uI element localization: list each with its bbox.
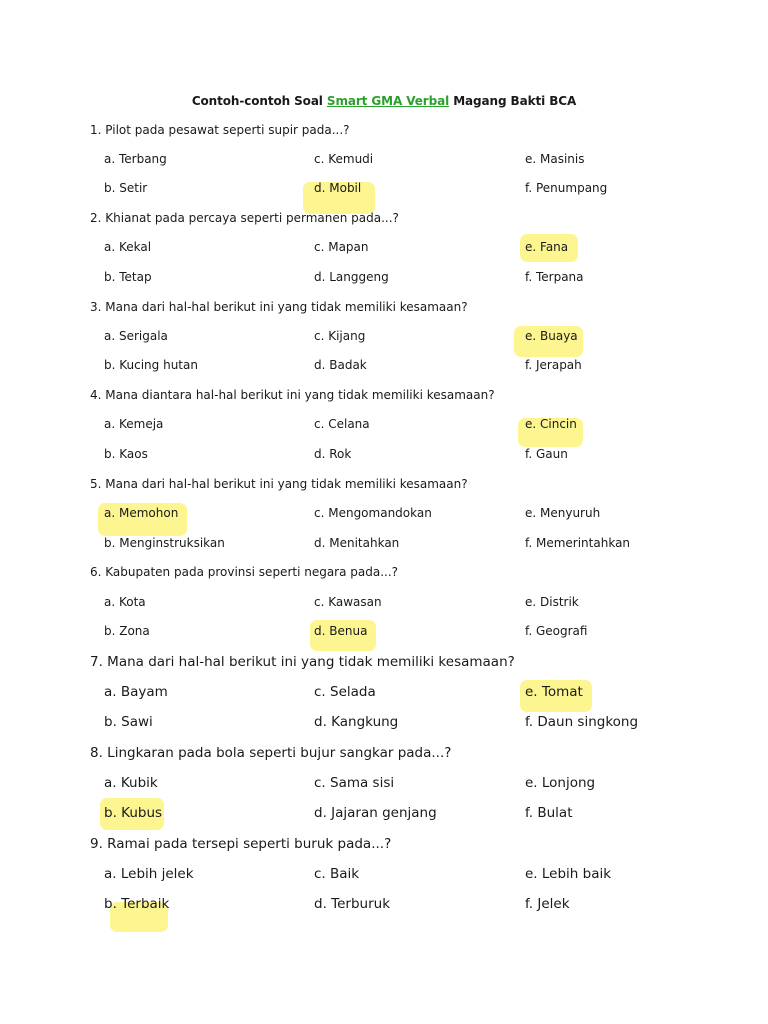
title-prefix: Contoh-contoh Soal [191,94,327,108]
q4-option-a: a. Kemeja [104,417,164,431]
q2-option-c: c. Mapan [314,240,369,254]
q6-option-e: e. Distrik [525,595,579,609]
q4-option-e: e. Cincin [525,417,577,431]
q7-option-f: f. Daun singkong [525,714,639,730]
q1-option-c: c. Kemudi [314,152,374,166]
q7-option-a: a. Bayam [104,684,168,700]
q1-option-b: b. Setir [104,181,148,195]
q9-option-e: e. Lebih baik [525,866,612,882]
question-8: 8. Lingkaran pada bola seperti bujur sangkar pada...? [90,745,452,761]
q9-option-b: b. Terbaik [104,896,170,912]
q8-option-a: a. Kubik [104,775,158,791]
question-9: 9. Ramai pada tersepi seperti buruk pada...? [90,836,392,852]
q1-option-d: d. Mobil [314,181,362,195]
q5-option-c: c. Mengomandokan [314,506,432,520]
q4-option-d: d. Rok [314,447,352,461]
q1-option-a: a. Terbang [104,152,167,166]
q8-option-c: c. Sama sisi [314,775,395,791]
q4-option-f: f. Gaun [525,447,568,461]
q5-option-b: b. Menginstruksikan [104,536,225,550]
q4-option-c: c. Celana [314,417,370,431]
q6-option-a: a. Kota [104,595,146,609]
q2-option-d: d. Langgeng [314,270,389,284]
document-title [0,94,768,108]
q3-option-b: b. Kucing hutan [104,358,198,372]
q7-option-b: b. Sawi [104,714,153,730]
q3-option-c: c. Kijang [314,329,366,343]
q3-option-d: d. Badak [314,358,367,372]
q3-option-f: f. Jerapah [525,358,582,372]
q3-option-e: e. Buaya [525,329,578,343]
q7-option-c: c. Selada [314,684,376,700]
q8-option-e: e. Lonjong [525,775,596,791]
title-suffix: Magang Bakti BCA [449,94,577,108]
q5-option-d: d. Menitahkan [314,536,400,550]
q9-option-d: d. Terburuk [314,896,391,912]
q6-option-f: f. Geografi [525,624,588,638]
q1-option-f: f. Penumpang [525,181,608,195]
question-5: 5. Mana dari hal-hal berikut ini yang tidak memiliki kesamaan? [90,477,468,491]
q6-option-b: b. Zona [104,624,150,638]
q8-option-f: f. Bulat [525,805,573,821]
q6-option-c: c. Kawasan [314,595,382,609]
q4-option-b: b. Kaos [104,447,148,461]
q2-option-e: e. Fana [525,240,569,254]
q9-option-f: f. Jelek [525,896,570,912]
question-1: 1. Pilot pada pesawat seperti supir pada...? [90,123,350,137]
q3-option-a: a. Serigala [104,329,168,343]
question-2: 2. Khianat pada percaya seperti permanen pada...? [90,211,399,225]
question-4: 4. Mana diantara hal-hal berikut ini yang tidak memiliki kesamaan? [90,388,495,402]
q6-option-d: d. Benua [314,624,368,638]
q2-option-a: a. Kekal [104,240,152,254]
q8-option-b: b. Kubus [104,805,163,821]
q9-option-a: a. Lebih jelek [104,866,194,882]
q2-option-b: b. Tetap [104,270,152,284]
q5-option-f: f. Memerintahkan [525,536,631,550]
q5-option-e: e. Menyuruh [525,506,601,520]
question-6: 6. Kabupaten pada provinsi seperti negara pada...? [90,565,399,579]
q9-option-c: c. Baik [314,866,360,882]
q1-option-e: e. Masinis [525,152,585,166]
q5-option-a: a. Memohon [104,506,179,520]
q8-option-d: d. Jajaran genjang [314,805,437,821]
q2-option-f: f. Terpana [525,270,584,284]
q7-option-d: d. Kangkung [314,714,399,730]
question-3: 3. Mana dari hal-hal berikut ini yang tidak memiliki kesamaan? [90,300,468,314]
q7-option-e: e. Tomat [525,684,583,700]
question-7: 7. Mana dari hal-hal berikut ini yang tidak memiliki kesamaan? [90,654,515,670]
title-highlight: Smart GMA Verbal [326,94,450,108]
